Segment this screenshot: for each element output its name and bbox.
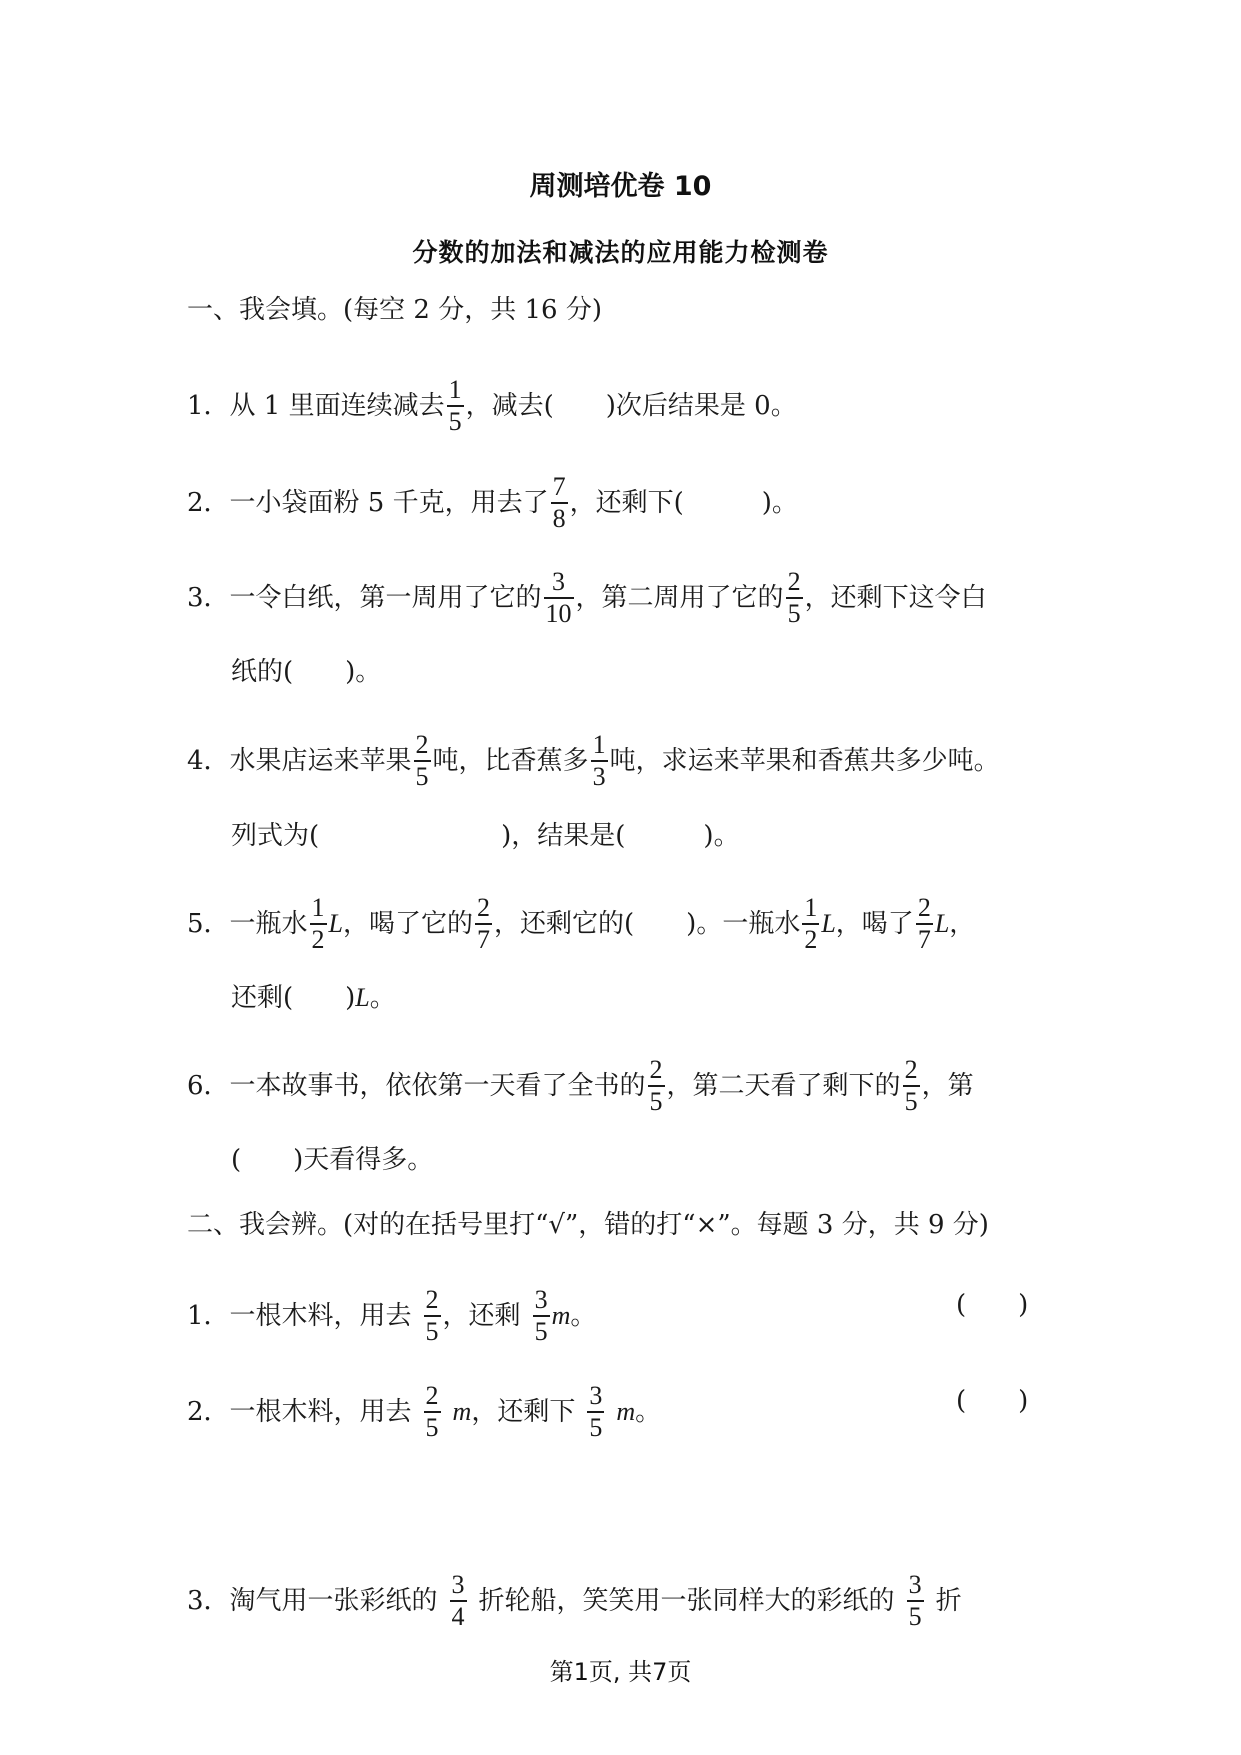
text: 3．一令白纸，第一周用了它的 xyxy=(187,582,542,613)
text: 6．一本故事书，依依第一天看了全书的 xyxy=(187,1070,646,1101)
s1-question-3 xyxy=(187,567,987,629)
s2-q2-answer-bracket[interactable]: ( ) xyxy=(956,1386,1029,1416)
section1-heading: 一、我会填。(每空 2 分，共 16 分) xyxy=(187,295,602,325)
s1-question-6 xyxy=(187,1055,974,1117)
text: ，还剩下这令白 xyxy=(804,582,987,613)
fraction: $\frac{1}{2}$ xyxy=(804,893,818,954)
text: ，还剩下( )。 xyxy=(569,487,798,518)
text: 还剩( ) xyxy=(231,983,356,1013)
fraction: $\frac{1}{2}$ xyxy=(311,893,325,954)
text: 5．一瓶水 xyxy=(187,908,308,939)
text: 1．从 1 里面连续减去 xyxy=(187,390,445,421)
fraction: $\frac{2}{7}$ xyxy=(917,893,931,954)
text: 吨，比香蕉多 xyxy=(432,745,589,776)
s1-question-5 xyxy=(187,893,975,955)
fraction: $\frac{2}{5}$ xyxy=(649,1055,663,1116)
unit: L xyxy=(934,908,950,938)
s2-question-1 xyxy=(187,1285,596,1347)
unit: L xyxy=(328,908,344,938)
text: 3．淘气用一张彩纸的 xyxy=(187,1585,438,1616)
fraction: $\frac{2}{5}$ xyxy=(425,1285,439,1346)
s2-question-2 xyxy=(187,1381,661,1443)
s1-question-1 xyxy=(187,375,797,437)
text: ，第二天看了剩下的 xyxy=(666,1070,901,1101)
fraction: $\frac{3}{5}$ xyxy=(534,1285,548,1346)
unit: m xyxy=(551,1300,571,1330)
page-subtitle: 分数的加法和减法的应用能力检测卷 xyxy=(412,238,829,267)
unit: L xyxy=(355,983,370,1012)
fraction: $\frac{2}{5}$ xyxy=(425,1381,439,1442)
page-title: 周测培优卷 10 xyxy=(529,171,712,202)
text: ，减去( )次后结果是 0。 xyxy=(465,390,797,421)
text: ，还剩它的( )。一瓶水 xyxy=(494,908,801,939)
fraction: $\frac{3}{4}$ xyxy=(451,1570,465,1631)
text: 。 xyxy=(570,1300,597,1331)
fraction: $\frac{2}{5}$ xyxy=(415,730,429,791)
fraction: $\frac{7}{8}$ xyxy=(552,472,566,533)
fraction: $\frac{2}{5}$ xyxy=(904,1055,918,1116)
fraction: $\frac{3}{5}$ xyxy=(908,1570,922,1631)
text: ，喝了 xyxy=(835,908,914,939)
text: ， xyxy=(949,908,976,939)
fraction: $\frac{3}{10}$ xyxy=(545,567,572,628)
fraction: $\frac{3}{5}$ xyxy=(589,1381,603,1442)
text: 1．一根木料，用去 xyxy=(187,1300,412,1331)
fraction: $\frac{1}{3}$ xyxy=(592,730,606,791)
unit: L xyxy=(821,908,836,938)
fraction: $\frac{2}{7}$ xyxy=(477,893,491,954)
text: 。 xyxy=(635,1396,662,1427)
s1-question-3-line2: 纸的( )。 xyxy=(231,657,382,687)
page-number: 第1页, 共7页 xyxy=(549,1658,692,1686)
s1-question-4 xyxy=(187,730,1000,792)
text: ，还剩 xyxy=(442,1300,521,1331)
text: 折轮船，笑笑用一张同样大的彩纸的 xyxy=(478,1585,895,1616)
text: 。 xyxy=(369,983,396,1013)
section2-heading: 二、我会辨。(对的在括号里打“√”，错的打“×”。每题 3 分，共 9 分) xyxy=(187,1210,989,1240)
text: ，第 xyxy=(921,1070,974,1101)
text: ，喝了它的 xyxy=(343,908,474,939)
s1-question-5-line2 xyxy=(231,978,396,1018)
s1-question-6-line2: ( )天看得多。 xyxy=(231,1145,434,1175)
text: ，第二周用了它的 xyxy=(575,582,784,613)
unit: m xyxy=(616,1396,636,1426)
unit: m xyxy=(452,1396,472,1426)
fraction: $\frac{2}{5}$ xyxy=(787,567,801,628)
s2-q1-answer-bracket[interactable]: ( ) xyxy=(956,1290,1029,1320)
text: 折 xyxy=(935,1585,962,1616)
fraction: $\frac{1}{5}$ xyxy=(448,375,462,436)
s1-question-4-line2: 列式为( )，结果是( )。 xyxy=(231,821,740,851)
text: 4．水果店运来苹果 xyxy=(187,745,412,776)
text: 吨，求运来苹果和香蕉共多少吨。 xyxy=(609,745,1000,776)
s2-question-3 xyxy=(187,1570,962,1632)
s1-question-2 xyxy=(187,472,798,534)
text: 2．一根木料，用去 xyxy=(187,1396,412,1427)
text: 2．一小袋面粉 5 千克，用去了 xyxy=(187,487,549,518)
text: ，还剩下 xyxy=(471,1396,576,1427)
